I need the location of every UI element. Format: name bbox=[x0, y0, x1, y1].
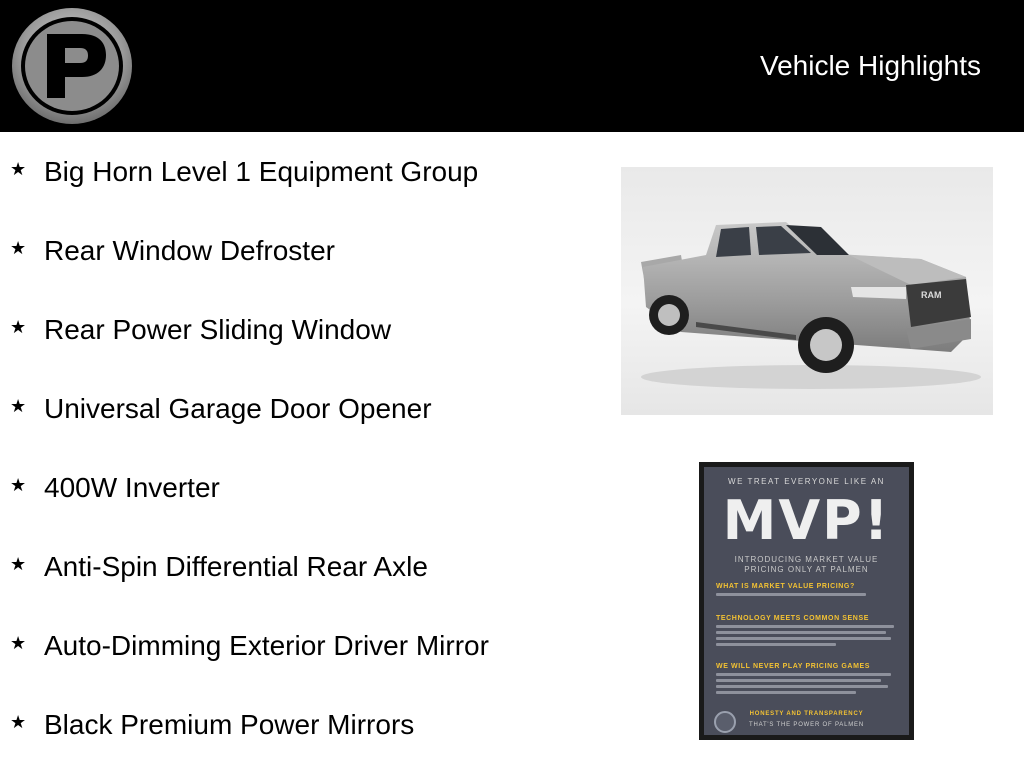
star-icon: ★ bbox=[10, 159, 27, 180]
feature-label: 400W Inverter bbox=[44, 472, 220, 503]
ad-section-heading: WE WILL NEVER PLAY PRICING GAMES bbox=[716, 663, 871, 670]
star-icon: ★ bbox=[10, 712, 27, 733]
ad-text-line bbox=[716, 637, 891, 640]
star-icon: ★ bbox=[10, 475, 27, 496]
ad-section-2 bbox=[716, 615, 901, 646]
ad-footer-line1: HONESTY AND TRANSPARENCY bbox=[749, 711, 864, 717]
ad-text-line bbox=[716, 679, 881, 682]
ad-section-1 bbox=[716, 583, 901, 596]
feature-label: Rear Window Defroster bbox=[44, 235, 335, 266]
list-item bbox=[10, 150, 590, 229]
list-item bbox=[10, 466, 590, 545]
ad-section-heading: TECHNOLOGY MEETS COMMON SENSE bbox=[716, 615, 870, 622]
list-item bbox=[10, 545, 590, 624]
feature-label: Big Horn Level 1 Equipment Group bbox=[44, 156, 479, 187]
ad-text-line bbox=[716, 685, 888, 688]
page-title: Vehicle Highlights bbox=[759, 50, 981, 81]
ad-subtitle-line2: PRICING ONLY AT PALMEN bbox=[744, 565, 869, 574]
star-icon: ★ bbox=[10, 633, 27, 654]
star-icon: ★ bbox=[10, 238, 27, 259]
ad-text-line bbox=[716, 631, 886, 634]
ad-section-3 bbox=[716, 663, 901, 694]
ad-headline: MVP! bbox=[722, 489, 891, 552]
list-item bbox=[10, 229, 590, 308]
feature-label: Rear Power Sliding Window bbox=[44, 314, 392, 345]
ad-tagline: WE TREAT EVERYONE LIKE AN bbox=[728, 477, 885, 486]
header-bar bbox=[0, 0, 1024, 132]
mvp-pricing-ad bbox=[699, 462, 914, 740]
ad-subtitle-line1: INTRODUCING MARKET VALUE bbox=[734, 555, 879, 564]
ad-text-line bbox=[716, 691, 856, 694]
star-icon: ★ bbox=[10, 317, 27, 338]
vehicle-highlights-list bbox=[10, 150, 590, 782]
ad-footer-line2: THAT'S THE POWER OF PALMEN bbox=[749, 722, 864, 728]
ad-text-line bbox=[716, 673, 891, 676]
ad-text-line bbox=[716, 643, 836, 646]
ad-text-line bbox=[716, 593, 866, 596]
list-item bbox=[10, 308, 590, 387]
grille-badge: RAM bbox=[921, 290, 942, 300]
list-item bbox=[10, 703, 590, 782]
ad-section-heading: WHAT IS MARKET VALUE PRICING? bbox=[716, 583, 855, 590]
feature-label: Black Premium Power Mirrors bbox=[44, 709, 415, 740]
feature-label: Universal Garage Door Opener bbox=[44, 393, 432, 424]
list-item bbox=[10, 387, 590, 466]
ad-text-line bbox=[716, 625, 894, 628]
feature-label: Anti-Spin Differential Rear Axle bbox=[44, 551, 428, 582]
pickup-truck-image bbox=[621, 167, 993, 415]
star-icon: ★ bbox=[10, 396, 27, 417]
ad-panel bbox=[704, 467, 909, 735]
star-icon: ★ bbox=[10, 554, 27, 575]
palmen-p-logo-icon bbox=[10, 6, 134, 126]
list-item bbox=[10, 624, 590, 703]
vehicle-photo bbox=[621, 167, 993, 415]
feature-label: Auto-Dimming Exterior Driver Mirror bbox=[44, 630, 489, 661]
